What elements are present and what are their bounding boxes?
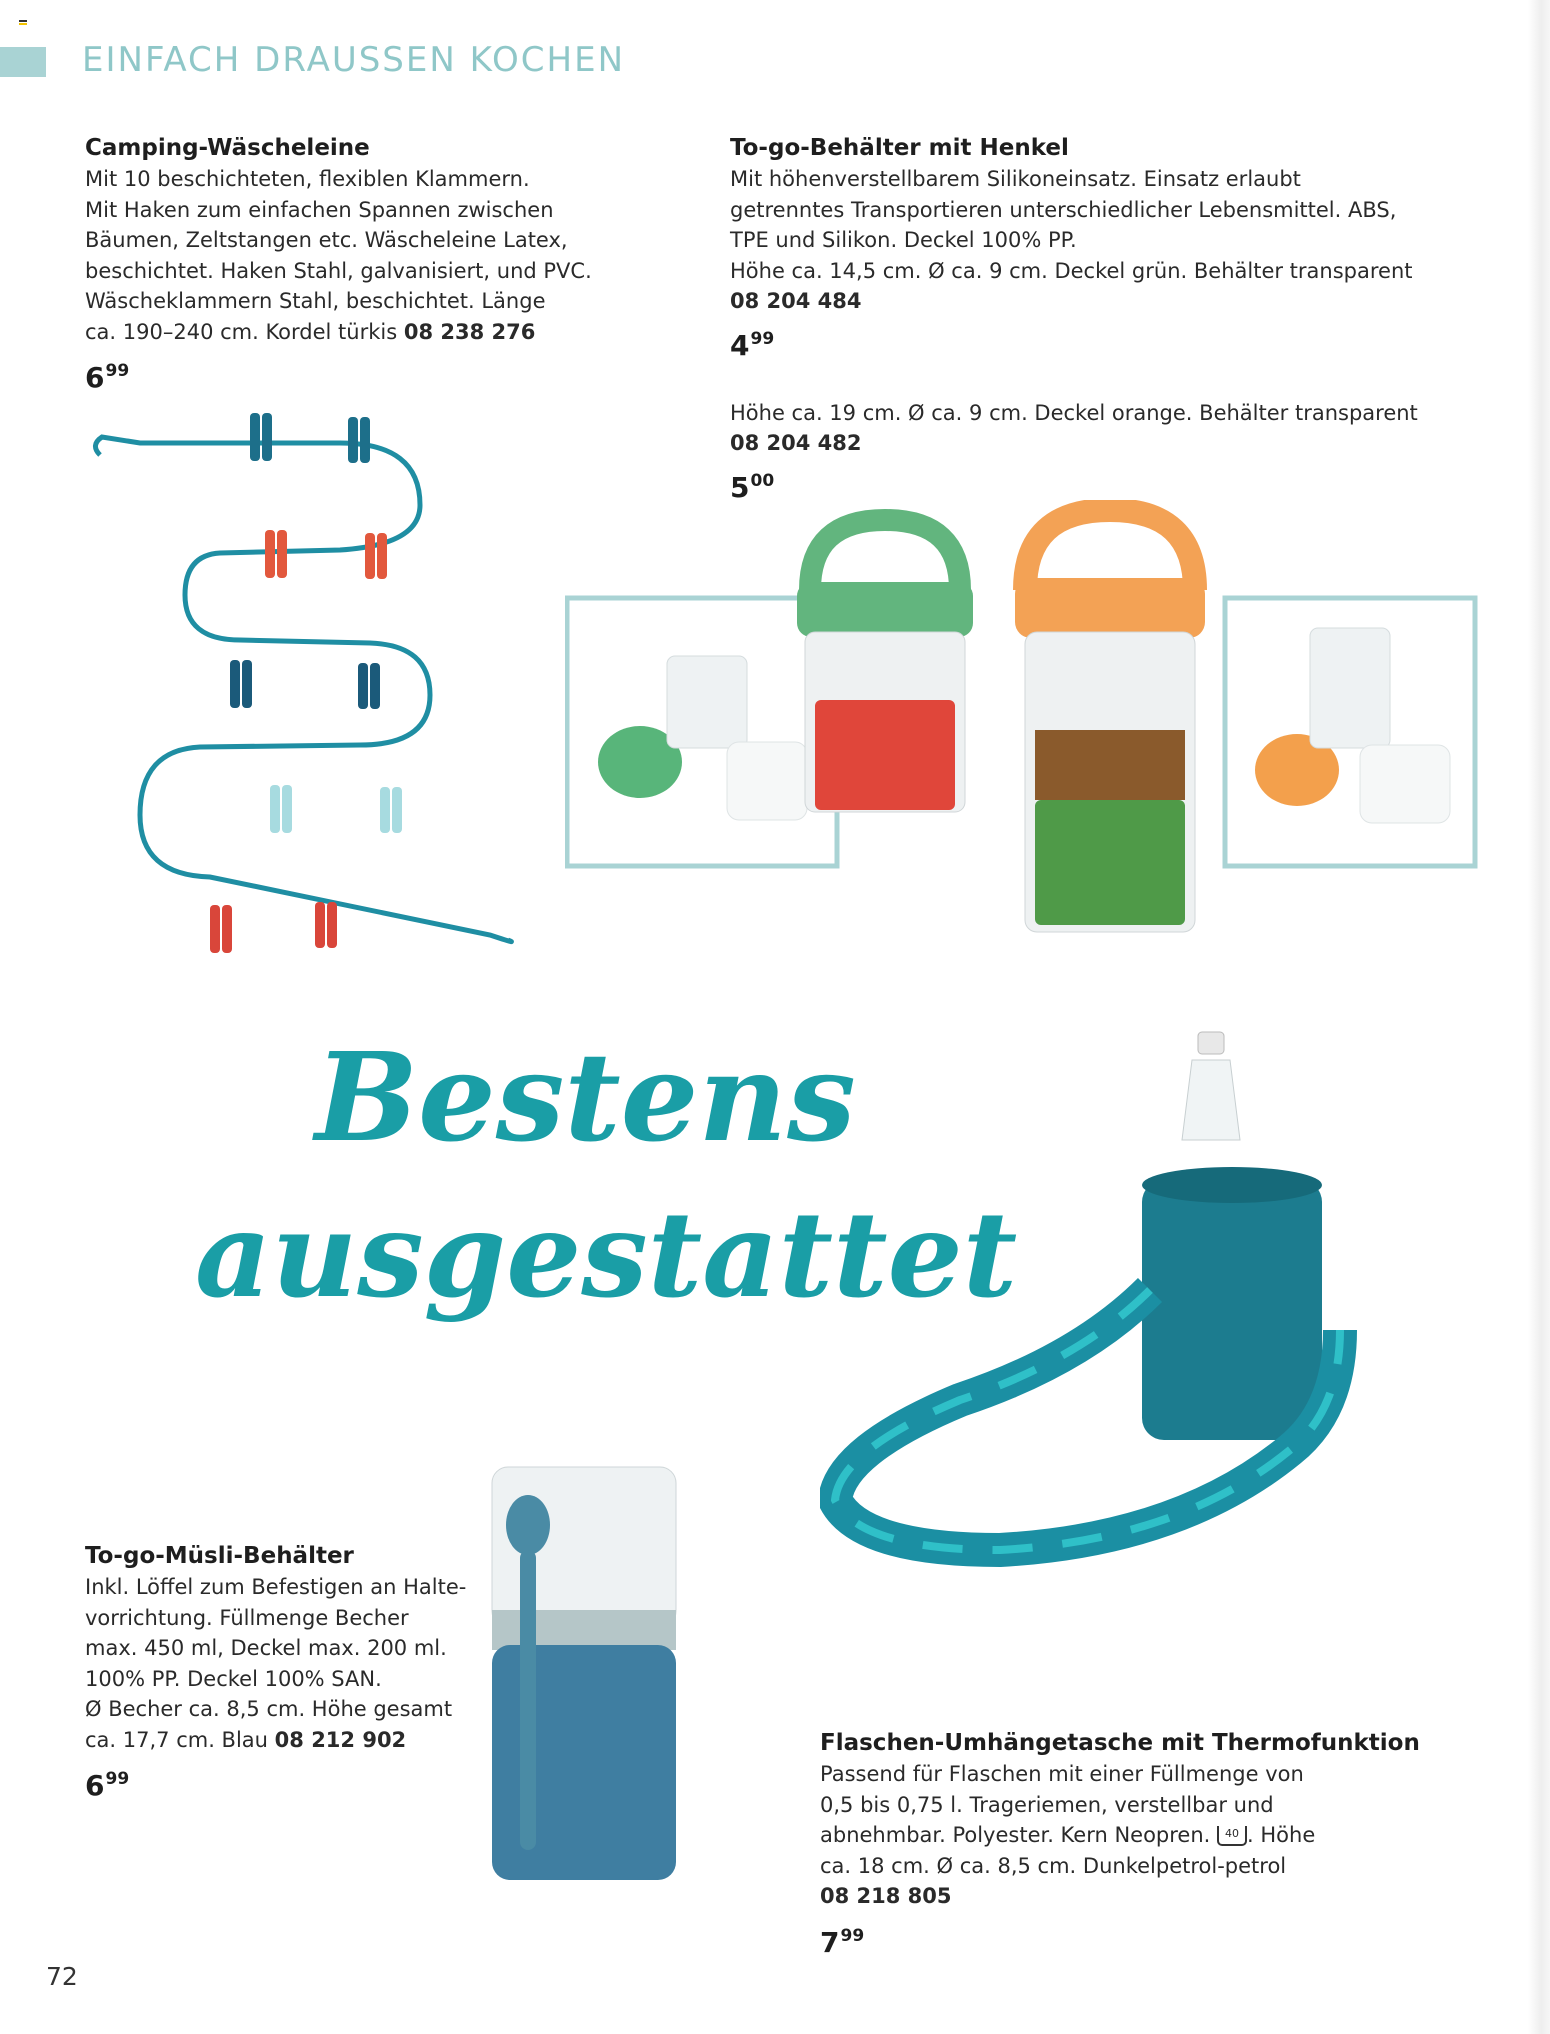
price-main: 6: [85, 361, 105, 394]
green-lid-top: [797, 582, 973, 637]
desc-line: 100% PP. Deckel 100% SAN.: [85, 1666, 382, 1691]
desc-line: Mit 10 beschichteten, flexiblen Klammern.: [85, 167, 530, 191]
desc-line: Wäscheklammern Stahl, beschichtet. Länge: [85, 289, 546, 313]
headline-line2: ausgestattet: [195, 1185, 1018, 1324]
product-clothesline: [85, 132, 645, 396]
page-edge-shadow: [1528, 0, 1550, 2034]
price: [85, 353, 645, 396]
desc-line: TPE und Silikon. Deckel 100% PP.: [730, 228, 1077, 252]
price-cents: 99: [105, 361, 130, 381]
clothespin-icon: [315, 902, 337, 948]
spoon-icon: [506, 1495, 550, 1555]
headline-line1: Bestens: [315, 1025, 856, 1169]
product-title: To-go-Behälter mit Henkel: [730, 135, 1069, 161]
article-number: 08 238 276: [403, 319, 536, 344]
spoon-handle: [520, 1550, 536, 1850]
desc-line: Ø Becher ca. 8,5 cm. Höhe gesamt: [85, 1697, 453, 1721]
desc-line: Inkl. Löffel zum Befestigen an Halte-: [85, 1575, 467, 1599]
clothespin-icon: [365, 533, 387, 579]
clothespin-icon: [250, 413, 272, 461]
salad: [1035, 800, 1185, 925]
price-main: 5: [730, 470, 750, 504]
clothespin-icon: [358, 663, 380, 709]
price-main: 4: [730, 328, 750, 362]
neoprene-sleeve: [1142, 1180, 1322, 1440]
bottle-bag-image: [820, 1030, 1400, 1590]
desc-line: [820, 1820, 1420, 1851]
rope: [95, 437, 511, 942]
article-number: 08 204 484: [730, 289, 862, 313]
desc-text: ca. 17,7 cm. Blau: [85, 1727, 275, 1752]
desc-text: abnehmbar. Polyester. Kern Neopren.: [820, 1823, 1218, 1847]
desc-line: vorrichtung. Füllmenge Becher: [85, 1605, 409, 1630]
desc-line: Mit Haken zum einfachen Spannen zwischen: [85, 197, 554, 222]
product-togo-jar: [730, 132, 1420, 506]
clothesline-image: [90, 395, 540, 985]
clothespin-icon: [270, 785, 292, 833]
desc-line: Bäumen, Zeltstangen etc. Wäscheleine Latex,: [85, 228, 568, 252]
price-main: 6: [85, 1769, 105, 1802]
variant-desc: Höhe ca. 19 cm. Ø ca. 9 cm. Deckel orange. Behälter transparent: [730, 400, 1418, 425]
desc-line: getrenntes Transportieren unterschiedlicher Lebensmittel. ABS,: [730, 197, 1397, 222]
price-cents: 99: [840, 1925, 865, 1946]
price-cents: 00: [750, 470, 775, 491]
desc-text: . Höhe: [1247, 1823, 1316, 1847]
header-accent-bar: [0, 47, 46, 77]
glass-bottle: [1182, 1060, 1240, 1140]
blue-cup: [492, 1645, 676, 1880]
article-number: 08 204 482: [730, 431, 862, 455]
orange-lid-top: [1015, 578, 1205, 638]
price-main: 7: [820, 1925, 840, 1959]
muesli-container-image: [488, 1465, 688, 1885]
desc-line: max. 450 ml, Deckel max. 200 ml.: [85, 1636, 447, 1660]
price: [820, 1918, 1420, 1961]
green-handle: [810, 520, 960, 590]
product-title: Flaschen-Umhängetasche mit Thermofunktion: [820, 1730, 1420, 1756]
product-bottle-bag: [820, 1727, 1420, 1961]
desc-line: Mit höhenverstellbarem Silikoneinsatz. Einsatz erlaubt: [730, 167, 1301, 191]
flag-icon: [19, 20, 27, 26]
insert-cup: [667, 656, 747, 748]
page-number: 72: [46, 1962, 78, 1991]
desc-text: ca. 190–240 cm. Kordel türkis: [85, 319, 404, 344]
bottle-stopper: [1198, 1032, 1224, 1054]
clothespin-icon: [210, 905, 232, 953]
clothespin-icon: [230, 660, 252, 708]
product-muesli: [85, 1540, 485, 1804]
variant-desc: Höhe ca. 14,5 cm. Ø ca. 9 cm. Deckel grün. Behälter transparent: [730, 258, 1413, 283]
product-title: Camping-Wäscheleine: [85, 135, 370, 161]
section-title: EINFACH DRAUSSEN KOCHEN: [82, 40, 626, 80]
price-cents: 99: [105, 1769, 130, 1789]
silicone-insert: [1360, 745, 1450, 823]
price: [85, 1761, 485, 1804]
togo-jar-image: [565, 500, 1480, 940]
article-number: 08 218 805: [820, 1884, 952, 1908]
article-number: 08 212 902: [274, 1727, 407, 1752]
clothespin-icon: [380, 787, 402, 833]
silicone-insert: [727, 742, 807, 820]
holder-band: [492, 1610, 676, 1650]
desc-line: 0,5 bis 0,75 l. Trageriemen, verstellbar und: [820, 1792, 1274, 1817]
sleeve-rim: [1142, 1167, 1322, 1203]
desc-line: beschichtet. Haken Stahl, galvanisiert, und PVC.: [85, 258, 592, 283]
desc-line: [85, 1725, 485, 1756]
desc-line: [85, 317, 645, 348]
product-title: To-go-Müsli-Behälter: [85, 1543, 354, 1569]
desc-line: ca. 18 cm. Ø ca. 8,5 cm. Dunkelpetrol-petrol: [820, 1853, 1287, 1878]
clothespin-icon: [348, 417, 370, 463]
tomatoes: [815, 700, 955, 810]
insert-cup: [1310, 628, 1390, 748]
price-cents: 99: [750, 328, 775, 349]
desc-line: Passend für Flaschen mit einer Füllmenge von: [820, 1762, 1304, 1786]
wash-40-icon: 40: [1217, 1826, 1247, 1846]
nuts: [1035, 730, 1185, 800]
price: [730, 321, 1420, 364]
